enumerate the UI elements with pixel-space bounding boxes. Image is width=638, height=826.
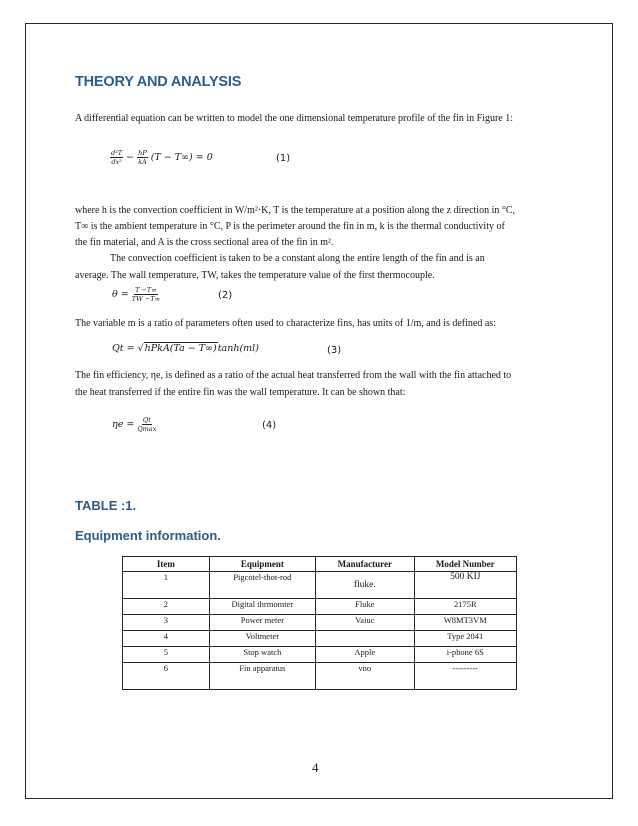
intro-paragraph: A differential equation can be written to model the one dimensional temperature profile of the fin in Figure 1: (75, 113, 514, 124)
equation-1-label: (1) (276, 153, 291, 164)
table-row: 1 Pigcotel-thot-rod fluke. 500 KIJ (123, 572, 517, 599)
eq1-fraction-1: $\frac{\text{d²T}}{\text{dx²}}$ (111, 149, 123, 166)
section-title: THEORY AND ANALYSIS (75, 74, 242, 90)
where-line-2: T∞ is the ambient temperature in °C, P is the perimeter around the fin in m, k is the thermal conductivity of (75, 221, 505, 232)
equation-1: $\frac{\text{d²T}}{\text{dx²}}$ − $\frac{hP}{kA}$ (T − T∞) = 0 (111, 149, 213, 166)
table-header-row (123, 557, 517, 572)
table-caption: Equipment information. (75, 528, 221, 543)
equation-2: θ = $\frac{T -T\infty}{TW -T\infty}$ (112, 286, 161, 303)
efficiency-line-2: the heat transferred if the entire fin was the wall temperature. It can be shown that: (75, 387, 406, 398)
equipment-table (122, 556, 517, 690)
where-line-1: where h is the convection coefficient in W/m²·K, T is the temperature at a position along the z direction in °C, (75, 205, 516, 216)
convection-line-1: The convection coefficient is taken to be a constant along the entire length of the fin and is an (110, 253, 485, 264)
table-row: 2 Digital thrmomter Fluke 2175R (123, 599, 517, 615)
header-equipment: Equipment (209, 557, 315, 572)
equation-4: ηe = $\frac{Qt}{Qmax}$ (112, 416, 157, 433)
eq4-fraction: $\frac{Qt}{Qmax}$ (137, 416, 157, 433)
equation-2-label: (2) (218, 290, 233, 301)
variable-m-paragraph: The variable m is a ratio of parameters often used to characterize fins, has units of 1/m, and is defined as: (75, 318, 496, 329)
convection-line-2: average. The wall temperature, TW, takes the temperature value of the first thermocouple. (75, 270, 435, 281)
table-row: 4 Voltmeter Type 2041 (123, 631, 517, 647)
equation-3-label: (3) (327, 345, 342, 356)
header-item: Item (123, 557, 210, 572)
page-number: 4 (312, 760, 319, 775)
sqrt-symbol: √ (137, 343, 144, 354)
eq2-fraction: $\frac{T -T\infty}{TW -T\infty}$ (131, 286, 161, 303)
where-line-3: the fin material, and A is the cross sectional area of the fin in m². (75, 237, 334, 248)
header-manufacturer: Manufacturer (316, 557, 415, 572)
equation-3: Qt = √hPkA(Ta − T∞)tanh(ml) (112, 343, 259, 354)
table-heading: TABLE :1. (75, 498, 137, 513)
header-model-number: Model Number (414, 557, 516, 572)
table-row: 5 Stop watch Apple i-phone 6S (123, 647, 517, 663)
eq1-fraction-2: $\frac{hP}{kA}$ (138, 149, 147, 166)
table-row: 6 Fin apparatus vno --------- (123, 663, 517, 690)
table-row: 3 Power meter Vaiuc W8MT3VM (123, 615, 517, 631)
equation-4-label: (4) (262, 420, 277, 431)
efficiency-line-1: The fin efficiency, ηe, is defined as a ratio of the actual heat transferred from the wall with the fin attached to (75, 370, 512, 381)
